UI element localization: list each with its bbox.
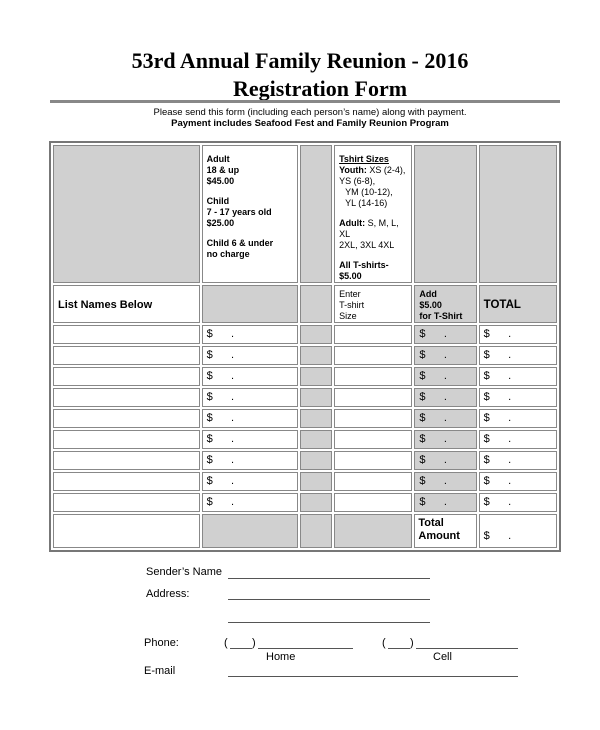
child6-label: Child 6 & under bbox=[206, 238, 274, 248]
dollar-placeholder: $ . bbox=[206, 349, 235, 361]
dollar-placeholder: $ . bbox=[483, 349, 512, 361]
header-row bbox=[53, 285, 557, 323]
home-phone-field[interactable] bbox=[258, 648, 353, 649]
dollar-placeholder: $ . bbox=[419, 370, 447, 382]
cell-area-code-paren: ( bbox=[382, 637, 386, 649]
tshirt-price-note: All T-shirts- $5.00 bbox=[339, 260, 389, 281]
child6-price: no charge bbox=[206, 249, 250, 259]
registration-amount-field[interactable] bbox=[202, 388, 298, 407]
blank-cell bbox=[414, 145, 476, 283]
blank-cell bbox=[300, 346, 332, 365]
row-total-field[interactable] bbox=[479, 409, 557, 428]
dollar-placeholder: $ . bbox=[419, 475, 447, 487]
tshirt-amount-field[interactable] bbox=[414, 325, 476, 344]
dollar-placeholder: $ . bbox=[206, 370, 235, 382]
form-title: 53rd Annual Family Reunion - 2016 bbox=[131, 48, 469, 73]
tshirt-amount-field[interactable] bbox=[414, 367, 476, 386]
registration-amount-field[interactable] bbox=[202, 409, 298, 428]
entry-row bbox=[53, 346, 557, 365]
title-divider bbox=[50, 100, 560, 103]
blank-cell bbox=[300, 472, 332, 491]
name-field[interactable] bbox=[53, 367, 200, 386]
tshirt-size-field[interactable] bbox=[334, 367, 412, 386]
name-field[interactable] bbox=[53, 472, 200, 491]
tshirt-amount-field[interactable] bbox=[414, 472, 476, 491]
blank-cell bbox=[300, 388, 332, 407]
total-header: TOTAL bbox=[479, 285, 557, 323]
registration-amount-field[interactable] bbox=[202, 367, 298, 386]
dollar-placeholder: $ . bbox=[483, 475, 512, 487]
blank-cell bbox=[300, 325, 332, 344]
blank-cell bbox=[202, 285, 298, 323]
tshirt-amount-field[interactable] bbox=[414, 493, 476, 512]
address-label: Address: bbox=[146, 588, 190, 600]
tshirt-size-field[interactable] bbox=[334, 430, 412, 449]
dollar-placeholder: $ . bbox=[419, 349, 447, 361]
home-label: Home bbox=[266, 651, 296, 663]
name-field[interactable] bbox=[53, 430, 200, 449]
registration-amount-field[interactable] bbox=[202, 493, 298, 512]
payment-note: Payment includes Seafood Fest and Family Reunion Program bbox=[171, 118, 449, 129]
row-total-field[interactable] bbox=[479, 493, 557, 512]
sender-name-label: Sender’s Name bbox=[146, 566, 223, 578]
home-area-code-paren: ( bbox=[224, 637, 228, 649]
entry-row bbox=[53, 493, 557, 512]
name-field[interactable] bbox=[53, 493, 200, 512]
name-field[interactable] bbox=[53, 409, 200, 428]
dollar-placeholder: $ . bbox=[206, 433, 235, 445]
cell-area-code-field[interactable] bbox=[388, 648, 410, 649]
blank-cell bbox=[300, 430, 332, 449]
entry-row bbox=[53, 409, 557, 428]
adult-sizes: 2XL, 3XL 4XL bbox=[339, 240, 395, 250]
pricing-row bbox=[53, 145, 557, 283]
row-total-field[interactable] bbox=[479, 430, 557, 449]
dollar-placeholder: $ . bbox=[483, 328, 512, 340]
registration-amount-field[interactable] bbox=[202, 346, 298, 365]
dollar-placeholder: $ . bbox=[419, 328, 447, 340]
child-price: $25.00 bbox=[206, 218, 235, 228]
row-total-field[interactable] bbox=[479, 472, 557, 491]
tshirt-amount-field[interactable] bbox=[414, 430, 476, 449]
list-names-header: List Names Below bbox=[53, 285, 200, 323]
youth-sizes: YS (6-8), bbox=[339, 176, 376, 186]
blank-cell bbox=[300, 514, 332, 548]
blank-cell bbox=[202, 514, 298, 548]
dollar-placeholder: $ . bbox=[419, 454, 447, 466]
row-total-field[interactable] bbox=[479, 451, 557, 470]
dollar-placeholder: $ . bbox=[419, 433, 447, 445]
dollar-placeholder: $ . bbox=[206, 328, 235, 340]
address-field-line2[interactable] bbox=[228, 622, 430, 623]
dollar-placeholder: $ . bbox=[483, 433, 512, 445]
blank-cell bbox=[334, 514, 412, 548]
youth-sizes: XS (2-4), bbox=[369, 165, 406, 175]
tshirt-size-field[interactable] bbox=[334, 472, 412, 491]
child-label: Child bbox=[206, 196, 230, 206]
dollar-placeholder: $ . bbox=[483, 496, 512, 508]
dollar-placeholder: $ . bbox=[206, 475, 235, 487]
tshirt-size-field[interactable] bbox=[334, 346, 412, 365]
entry-row bbox=[53, 367, 557, 386]
tshirt-size-field[interactable] bbox=[334, 388, 412, 407]
add-tshirt-header: Add $5.00 for T-Shirt bbox=[414, 285, 476, 323]
blank-cell bbox=[300, 285, 332, 323]
blank-cell bbox=[300, 145, 332, 283]
address-field-line1[interactable] bbox=[228, 599, 430, 600]
row-total-field[interactable] bbox=[479, 367, 557, 386]
email-label: E-mail bbox=[144, 665, 176, 677]
dollar-placeholder: $ . bbox=[206, 496, 235, 508]
tshirt-size-field[interactable] bbox=[334, 409, 412, 428]
dollar-placeholder: $ . bbox=[206, 391, 235, 403]
sender-name-field[interactable] bbox=[228, 578, 430, 579]
dollar-placeholder: $ . bbox=[483, 391, 512, 403]
registration-table bbox=[49, 141, 561, 552]
tshirt-size-field[interactable] bbox=[334, 493, 412, 512]
entry-row bbox=[53, 430, 557, 449]
name-field[interactable] bbox=[53, 346, 200, 365]
cell-phone-field[interactable] bbox=[416, 648, 518, 649]
row-total-field[interactable] bbox=[479, 388, 557, 407]
tshirt-amount-field[interactable] bbox=[414, 409, 476, 428]
tshirt-size-field[interactable] bbox=[334, 451, 412, 470]
instructions-text: Please send this form (including each person’s name) along with payment. bbox=[153, 107, 467, 118]
tshirt-size-header: Enter T-shirt Size bbox=[334, 285, 412, 323]
tshirt-sizes-cell bbox=[334, 145, 412, 283]
phone-label: Phone: bbox=[144, 637, 179, 649]
youth-sizes: YM (10-12), bbox=[345, 187, 393, 197]
entry-row bbox=[53, 472, 557, 491]
dollar-placeholder: $ . bbox=[419, 496, 447, 508]
tshirt-amount-field[interactable] bbox=[414, 388, 476, 407]
adult-sizes: S, M, L, XL bbox=[339, 218, 399, 239]
dollar-placeholder: $ . bbox=[483, 412, 512, 424]
registration-amount-field[interactable] bbox=[202, 325, 298, 344]
entry-row bbox=[53, 325, 557, 344]
form-subtitle: Registration Form bbox=[232, 76, 408, 101]
blank-cell bbox=[300, 451, 332, 470]
grand-total-field[interactable]: $ . bbox=[479, 514, 557, 548]
name-field[interactable] bbox=[53, 388, 200, 407]
entry-row bbox=[53, 388, 557, 407]
total-amount-label: Total Amount bbox=[414, 514, 476, 548]
adult-sizes-label: Adult: bbox=[339, 218, 366, 228]
blank-cell bbox=[300, 493, 332, 512]
blank-cell bbox=[479, 145, 557, 283]
dollar-placeholder: $ . bbox=[206, 454, 235, 466]
cell-label: Cell bbox=[433, 651, 452, 663]
blank-cell bbox=[53, 514, 200, 548]
home-area-code-field[interactable] bbox=[230, 648, 252, 649]
registration-amount-field[interactable] bbox=[202, 472, 298, 491]
blank-cell bbox=[53, 145, 200, 283]
blank-cell bbox=[300, 367, 332, 386]
blank-cell bbox=[300, 409, 332, 428]
tshirt-amount-field[interactable] bbox=[414, 346, 476, 365]
row-total-field[interactable] bbox=[479, 325, 557, 344]
dollar-placeholder: $ . bbox=[419, 391, 447, 403]
tshirt-amount-field[interactable] bbox=[414, 451, 476, 470]
child-age: 7 - 17 years old bbox=[206, 207, 272, 217]
youth-label: Youth: bbox=[339, 165, 367, 175]
entry-row bbox=[53, 451, 557, 470]
home-area-code-paren: ) bbox=[252, 637, 256, 649]
adult-age: 18 & up bbox=[206, 165, 240, 175]
dollar-placeholder: $ . bbox=[206, 412, 235, 424]
registration-amount-field[interactable] bbox=[202, 430, 298, 449]
adult-label: Adult bbox=[206, 154, 230, 164]
tshirt-size-field[interactable] bbox=[334, 325, 412, 344]
dollar-placeholder: $ . bbox=[483, 454, 512, 466]
registration-amount-field[interactable] bbox=[202, 451, 298, 470]
total-amount-row bbox=[53, 514, 557, 548]
adult-price: $45.00 bbox=[206, 176, 235, 186]
name-field[interactable] bbox=[53, 451, 200, 470]
youth-sizes: YL (14-16) bbox=[345, 198, 388, 208]
dollar-placeholder: $ . bbox=[419, 412, 447, 424]
dollar-placeholder: $ . bbox=[483, 370, 512, 382]
price-info-cell bbox=[202, 145, 298, 283]
email-field[interactable] bbox=[228, 676, 518, 677]
cell-area-code-paren: ) bbox=[410, 637, 414, 649]
name-field[interactable] bbox=[53, 325, 200, 344]
row-total-field[interactable] bbox=[479, 346, 557, 365]
tshirt-heading: Tshirt Sizes bbox=[339, 154, 389, 164]
